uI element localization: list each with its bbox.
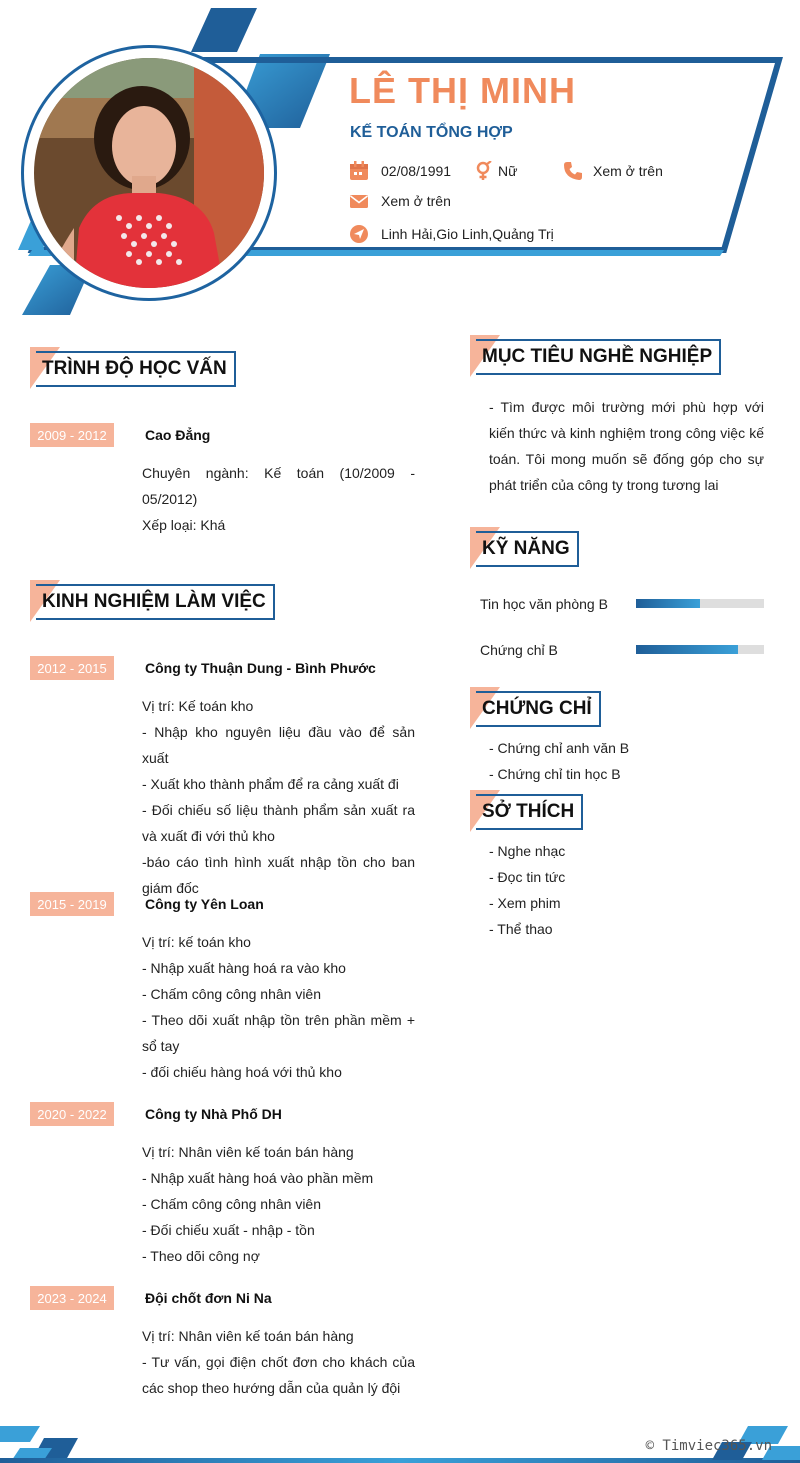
list-item: - Chứng chỉ tin học B bbox=[489, 766, 621, 782]
skill-name: Chứng chỉ B bbox=[480, 642, 558, 658]
certificate-list bbox=[489, 735, 629, 787]
location-arrow-icon bbox=[349, 224, 369, 244]
detail-line: Vị trí: Nhân viên kế toán bán hàng bbox=[142, 1144, 354, 1160]
avatar-frame bbox=[21, 45, 277, 301]
address-value: Linh Hải,Gio Linh,Quảng Trị bbox=[381, 226, 554, 242]
list-item: - Đọc tin tức bbox=[489, 869, 566, 885]
skill-bar bbox=[636, 599, 764, 608]
year-badge: 2015 - 2019 bbox=[30, 892, 114, 916]
skill-bar-fill bbox=[636, 645, 738, 654]
detail-line: Vị trí: Kế toán kho bbox=[142, 698, 254, 714]
section-title: KINH NGHIỆM LÀM VIỆC bbox=[36, 584, 275, 620]
company-name: Công ty Yên Loan bbox=[145, 896, 264, 912]
address-row bbox=[349, 224, 554, 244]
skill-bar-fill bbox=[636, 599, 700, 608]
section-title: KỸ NĂNG bbox=[476, 531, 579, 567]
list-item: - Xem phim bbox=[489, 895, 561, 911]
candidate-name: LÊ THỊ MINH bbox=[349, 70, 576, 111]
detail-line: - Chấm công công nhân viên bbox=[142, 986, 321, 1002]
education-school: Cao Đẳng bbox=[145, 427, 211, 443]
list-item: - Thể thao bbox=[489, 921, 553, 937]
watermark: © Timviec365.vn bbox=[645, 1438, 772, 1454]
objective-text: - Tìm được môi trường mới phù hợp với kiến thức và kinh nghiệm trong công việc kế toán. Tôi mong muốn sẽ đống góp cho sự phát triển của công ty trong tương lai bbox=[489, 399, 764, 493]
detail-line: - Theo dõi công nợ bbox=[142, 1248, 260, 1264]
email-row bbox=[349, 191, 451, 211]
detail-line: - Chấm công công nhân viên bbox=[142, 1196, 321, 1212]
gender-row bbox=[474, 161, 517, 181]
year-badge: 2020 - 2022 bbox=[30, 1102, 114, 1126]
company-name: Đội chốt đơn Ni Na bbox=[145, 1290, 272, 1306]
company-name: Công ty Thuận Dung - Bình Phước bbox=[145, 660, 376, 676]
phone-row bbox=[563, 161, 663, 181]
education-details bbox=[142, 460, 415, 538]
year-badge: 2012 - 2015 bbox=[30, 656, 114, 680]
company-name: Công ty Nhà Phố DH bbox=[145, 1106, 282, 1122]
phone-value: Xem ở trên bbox=[593, 163, 663, 179]
detail-line: -báo cáo tình hình xuất nhập tồn cho ban giám đốc bbox=[142, 854, 415, 896]
job-details bbox=[142, 1323, 415, 1401]
year-badge: 2009 - 2012 bbox=[30, 423, 114, 447]
phone-icon bbox=[563, 161, 583, 181]
job-title: KẾ TOÁN TỔNG HỢP bbox=[350, 124, 513, 141]
detail-line: - Nhập xuất hàng hoá ra vào kho bbox=[142, 960, 346, 976]
section-title: TRÌNH ĐỘ HỌC VẤN bbox=[36, 351, 236, 387]
envelope-icon bbox=[349, 191, 369, 211]
gender-icon bbox=[474, 161, 494, 181]
skill-name: Tin học văn phòng B bbox=[480, 596, 608, 612]
job-details bbox=[142, 1139, 415, 1269]
list-item: - Nghe nhạc bbox=[489, 843, 566, 859]
gender-value: Nữ bbox=[498, 163, 518, 179]
detail-line: - đối chiếu hàng hoá với thủ kho bbox=[142, 1064, 342, 1080]
job-details bbox=[142, 693, 415, 901]
skill-bar bbox=[636, 645, 764, 654]
avatar bbox=[34, 58, 264, 288]
detail-line: - Đối chiếu số liệu thành phẩm sản xuất ra và xuất đi với thủ kho bbox=[142, 802, 415, 844]
section-title: SỞ THÍCH bbox=[476, 794, 583, 830]
detail-line: Xếp loại: Khá bbox=[142, 517, 226, 533]
detail-line: Vị trí: kế toán kho bbox=[142, 934, 251, 950]
detail-line: - Nhập xuất hàng hoá vào phần mềm bbox=[142, 1170, 374, 1186]
year-badge: 2023 - 2024 bbox=[30, 1286, 114, 1310]
section-title: CHỨNG CHỈ bbox=[476, 691, 601, 727]
detail-line: - Tư vấn, gọi điện chốt đơn cho khách của các shop theo hướng dẫn của quản lý đội bbox=[142, 1354, 415, 1396]
detail-line: Vị trí: Nhân viên kế toán bán hàng bbox=[142, 1328, 354, 1344]
detail-line: Chuyên ngành: Kế toán (10/2009 - 05/2012) bbox=[142, 465, 415, 507]
calendar-icon bbox=[349, 161, 369, 181]
job-details bbox=[142, 929, 415, 1085]
section-title: MỤC TIÊU NGHỀ NGHIỆP bbox=[476, 339, 721, 375]
hobby-list bbox=[489, 838, 565, 942]
email-value: Xem ở trên bbox=[381, 193, 451, 209]
detail-line: - Nhập kho nguyên liệu đầu vào để sản xuất bbox=[142, 724, 415, 766]
birthday-row bbox=[349, 161, 451, 181]
birthday-value: 02/08/1991 bbox=[381, 163, 452, 179]
list-item: - Chứng chỉ anh văn B bbox=[489, 740, 630, 756]
detail-line: - Xuất kho thành phẩm để ra cảng xuất đi bbox=[142, 776, 399, 792]
detail-line: - Theo dõi xuất nhập tồn trên phần mềm + sổ tay bbox=[142, 1012, 415, 1054]
detail-line: - Đối chiếu xuất - nhập - tồn bbox=[142, 1222, 315, 1238]
